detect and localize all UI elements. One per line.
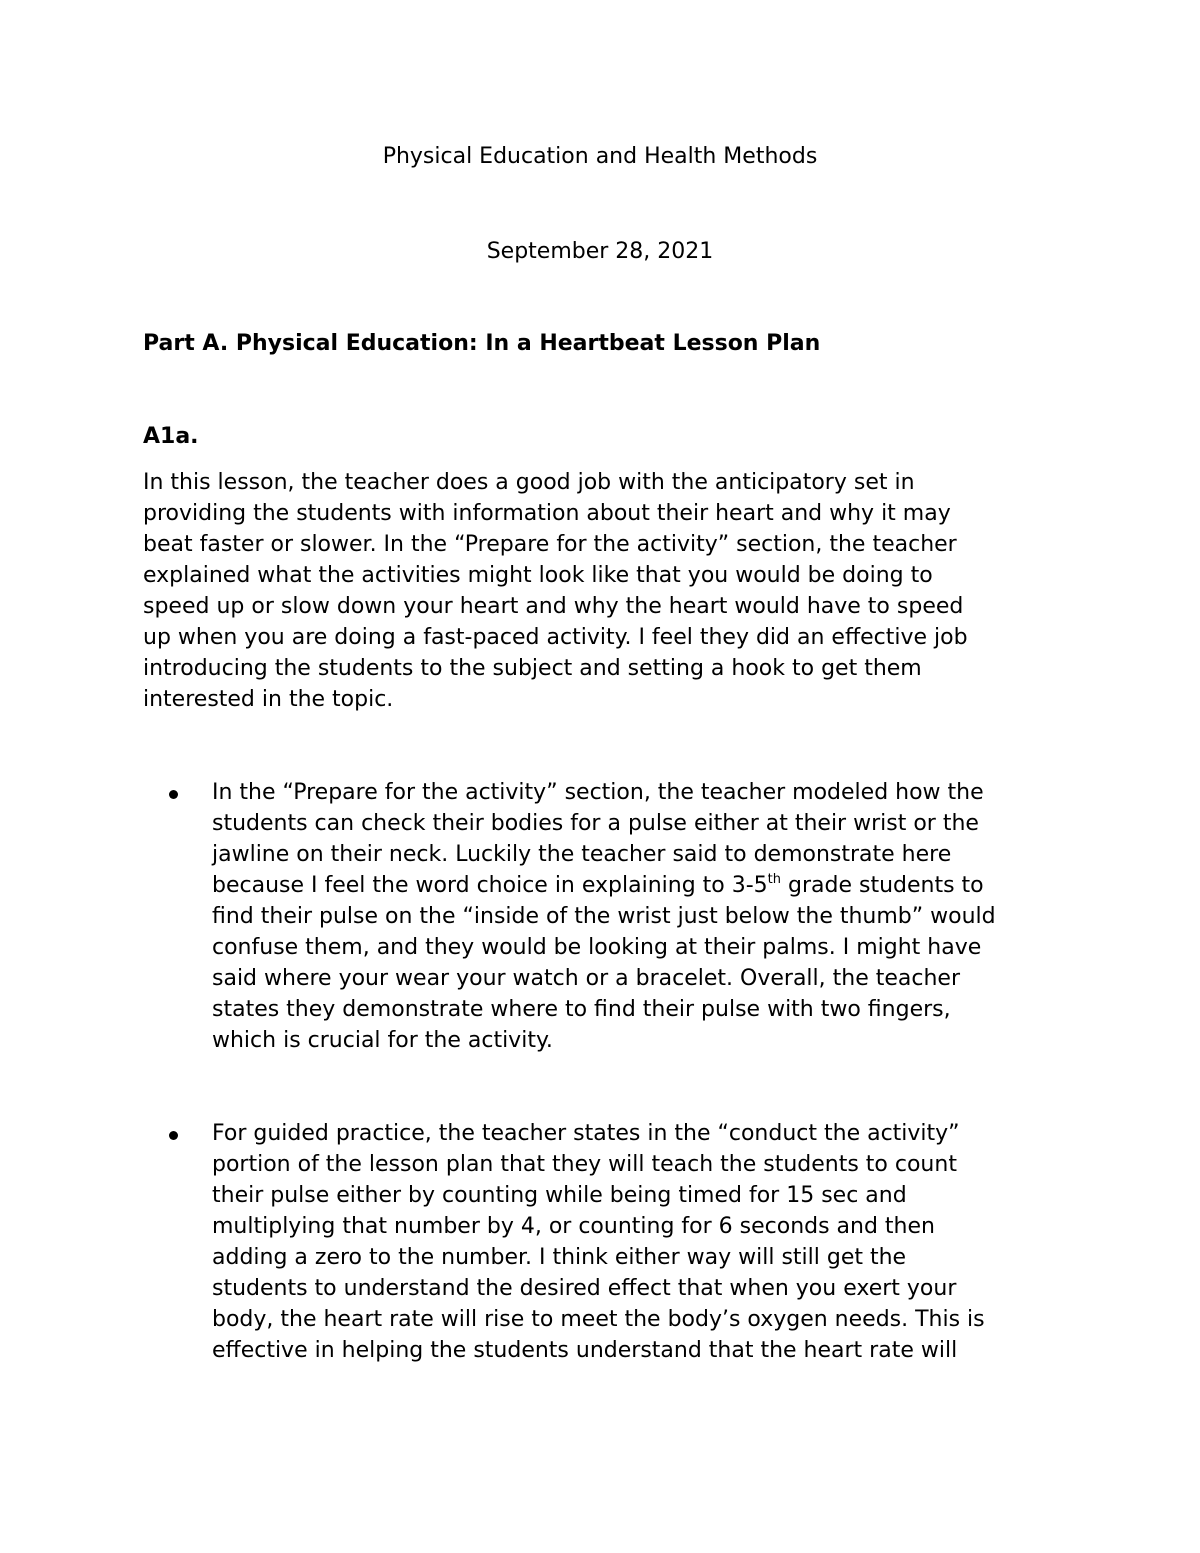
bullet-text: For guided practice, the teacher states in the “conduct the activity” portion of the lesson plan that they will teach the students to count their pulse either by counting while being timed for 15 sec and multiplying that number by 4, or counting for 6 seconds and then adding a zero to the number. I think either way will still get the students to understand the desired effect that when you exert your body, the heart rate will rise to meet the body’s oxygen needs. This is effective in helping the students understand that the heart rate will: [212, 1121, 985, 1363]
bullet-text: [212, 777, 1092, 1056]
bullet-text-part2: grade students to find their pulse on the “inside of the wrist just below the thumb” would confuse them, and they would be looking at their palms. I might have said where your wear your watch or a bracelet. Overall, the teacher states they demonstrate where to find their pulse with two fingers, which is crucial for the activity.: [212, 873, 996, 1053]
course-title: Physical Education and Health Methods: [382, 144, 818, 169]
document-date: September 28, 2021: [486, 239, 714, 264]
section-label: A1a.: [143, 424, 199, 449]
bullet-text-part1: In the “Prepare for the activity” section, the teacher modeled how the students can check their bodies for a pulse either at their wrist or the jawline on their neck. Luckily the teacher said to demonstrate here because I feel the word choice in explaining to 3-5: [212, 780, 984, 898]
bullet-superscript: th: [767, 872, 782, 887]
intro-paragraph: In this lesson, the teacher does a good job with the anticipatory set in providing the students with information about their heart and why it may beat faster or slower. In the “Prepare for the activity” section, the teacher explained what the activities might look like that you would be doing to speed up or slow down your heart and why the heart would have to speed up when you are doing a fast-paced activity. I feel they did an effective job introducing the students to the subject and setting a hook to get them interested in the topic.: [143, 470, 968, 712]
bullet-icon: [169, 1131, 178, 1140]
part-heading: Part A. Physical Education: In a Heartbeat Lesson Plan: [143, 331, 821, 356]
bullet-icon: [169, 790, 178, 799]
